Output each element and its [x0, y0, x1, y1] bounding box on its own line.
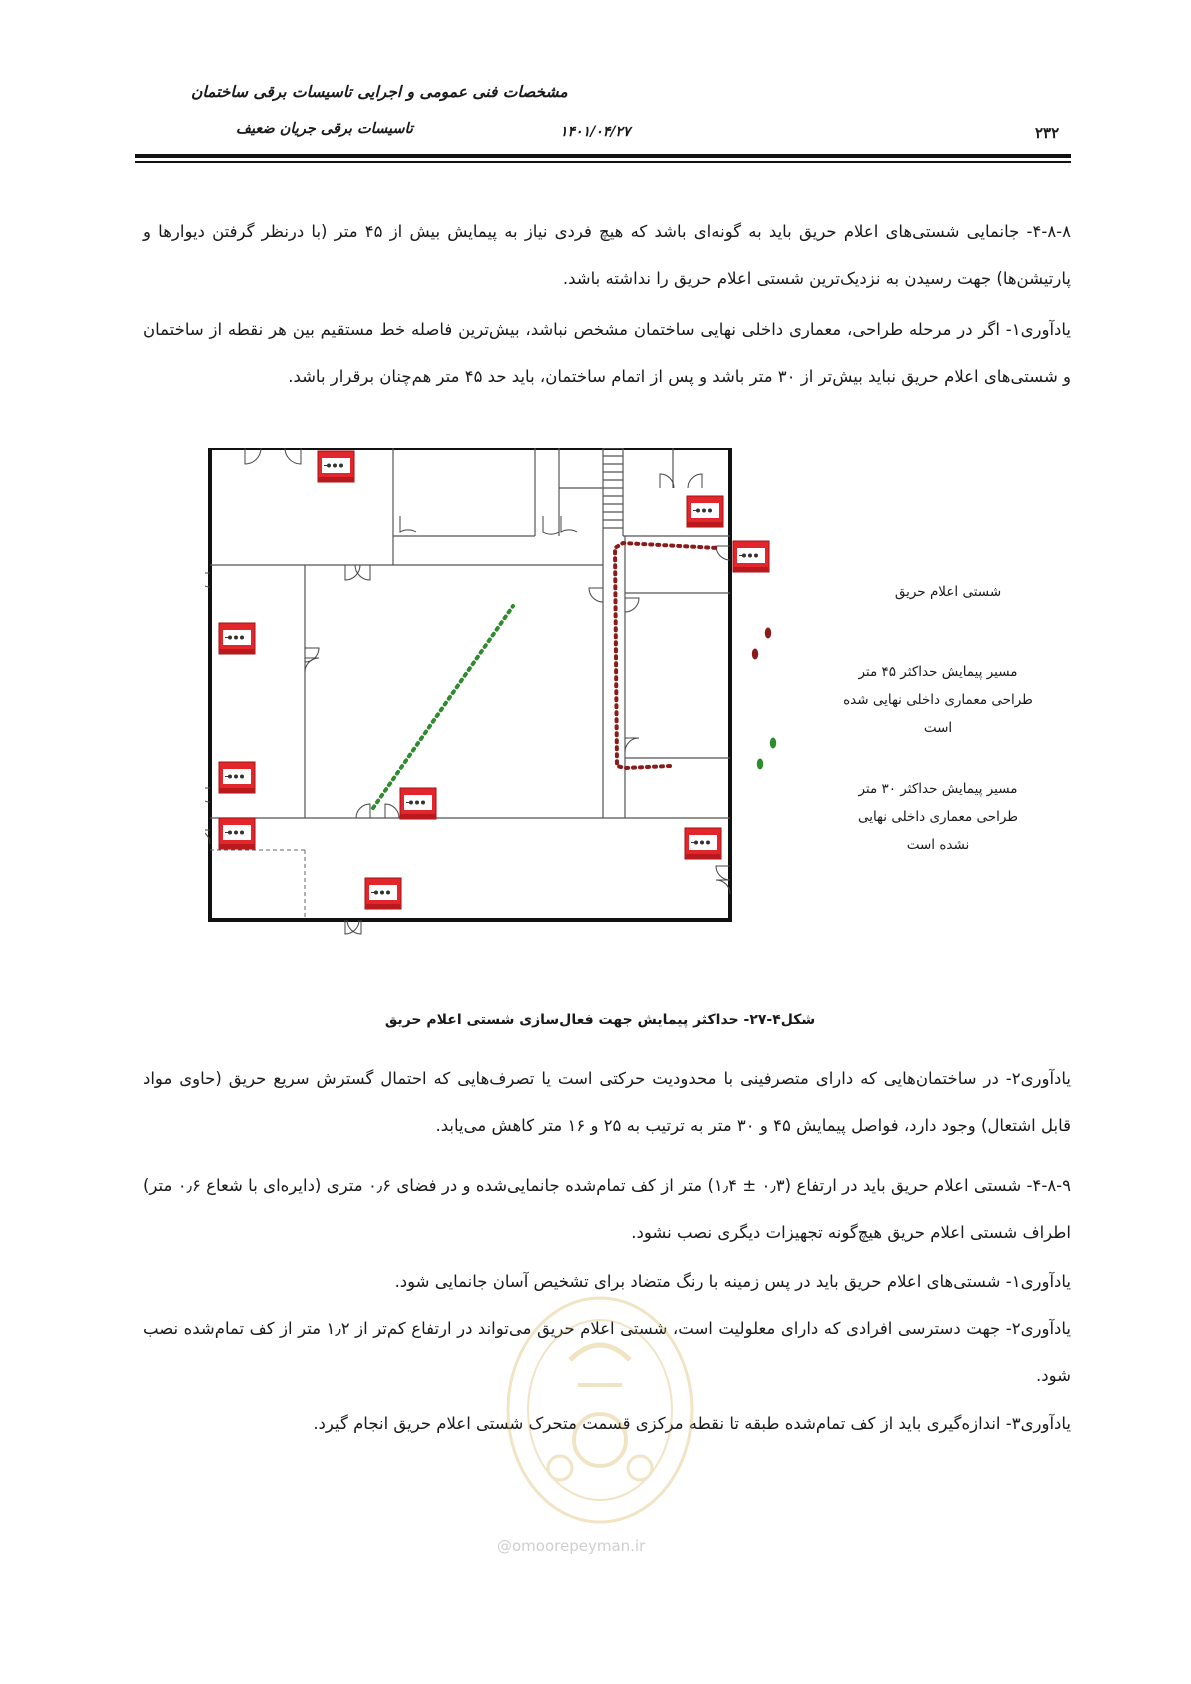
watermark-url: @omoorepeyman.ir [497, 1537, 646, 1555]
fire-call-point-icon [318, 451, 354, 482]
section-4-8-9: ۴-۸-۹- شستی اعلام حریق باید در ارتفاع (۰٫۳ ± ۱٫۴) متر از کف تمام‌شده جانمایی‌شده و در فضای ۰٫۶ متری (دایره‌ای با شعاع ۰٫۶ متر) اطراف شستی اعلام حریق هیچ‌گونه تجهیزات دیگری نصب نشود. [143, 1176, 1071, 1242]
fire-call-point-icon [687, 496, 723, 527]
note-1: یادآوری۱- اگر در مرحله طراحی، معماری داخلی نهایی ساختمان مشخص نباشد، بیش‌ترین فاصله خط مستقیم بین هر نقطه از ساختمان و شستی‌های اعلام حریق نباید بیش‌تر از ۳۰ متر باشد و پس از اتمام ساختمان، باید حد ۴۵ متر هم‌چنان برقرار باشد. [143, 320, 1071, 386]
fire-call-point-icon [219, 623, 255, 654]
page-number: ۲۳۲ [1035, 124, 1060, 142]
document-title: مشخصات فنی عمومی و اجرایی تاسیسات برقی ساختمان [191, 82, 568, 101]
green-travel-path [373, 606, 513, 808]
section-4-8-8: ۴-۸-۸- جانمایی شستی‌های اعلام حریق باید به گونه‌ای باشد که هیچ فردی نیاز به پیمایش بیش از ۴۵ متر (با درنظر گرفتن دیوارها و پارتیشن‌ها) جهت رسیدن به نزدیک‌ترین شستی اعلام حریق را نداشته باشد. [143, 222, 1071, 288]
fire-call-point-icon [685, 828, 721, 859]
document-subtitle: تاسیسات برقی جریان ضعیف [236, 120, 413, 137]
green-footprints-icon [757, 738, 776, 770]
fire-call-point-icon [400, 788, 436, 819]
header-rule-thick [135, 154, 1071, 158]
red-travel-path [615, 543, 717, 768]
legend-green-path-label: مسیر پیمایش حداکثر ۳۰ متر طراحی معماری داخلی نهایی نشده است [857, 781, 1019, 853]
note-5: یادآوری۳- اندازه‌گیری باید از کف تمام‌شده طبقه تا نقطه مرکزی قسمت متحرک شستی اعلام حریق انجام گیرد. [313, 1414, 1071, 1433]
fire-call-point-icon [365, 878, 401, 909]
header-rule-thin [135, 161, 1071, 163]
red-footprints-icon [752, 628, 771, 660]
fire-call-point-icon [733, 541, 769, 572]
note-4: یادآوری۲- جهت دسترسی افرادی که دارای معلولیت است، شستی اعلام حریق می‌تواند در ارتفاع کم‌تر از ۱٫۲ متر از کف تمام‌شده نصب شود. [143, 1319, 1071, 1385]
note-2: یادآوری۲- در ساختمان‌هایی که دارای متصرفینی با محدودیت حرکتی است یا تصرف‌هایی که احتمال گسترش سریع حریق (حاوی مواد قابل اشتعال) وجود دارد، فواصل پیمایش ۴۵ و ۳۰ متر به ترتیب به ۲۵ و ۱۶ متر کاهش می‌یابد. [143, 1069, 1071, 1135]
legend-red-path-label: مسیر پیمایش حداکثر ۴۵ متر طراحی معماری داخلی نهایی شده است [843, 664, 1033, 736]
note-3: یادآوری۱- شستی‌های اعلام حریق باید در پس زمینه با رنگ متضاد برای تشخیص آسان جانمایی شود. [394, 1272, 1071, 1291]
fire-call-point-icon [219, 762, 255, 793]
figure-caption: شکل۴-۲۷- حداکثر پیمایش جهت فعال‌سازی شستی اعلام حریق [384, 1012, 816, 1028]
document-date: ۱۴۰۱/۰۴/۲۷ [560, 124, 631, 140]
watermark-seal-icon [500, 1290, 700, 1530]
legend-call-point-label: شستی اعلام حریق [894, 584, 1002, 600]
fire-call-point-icon [219, 818, 255, 849]
